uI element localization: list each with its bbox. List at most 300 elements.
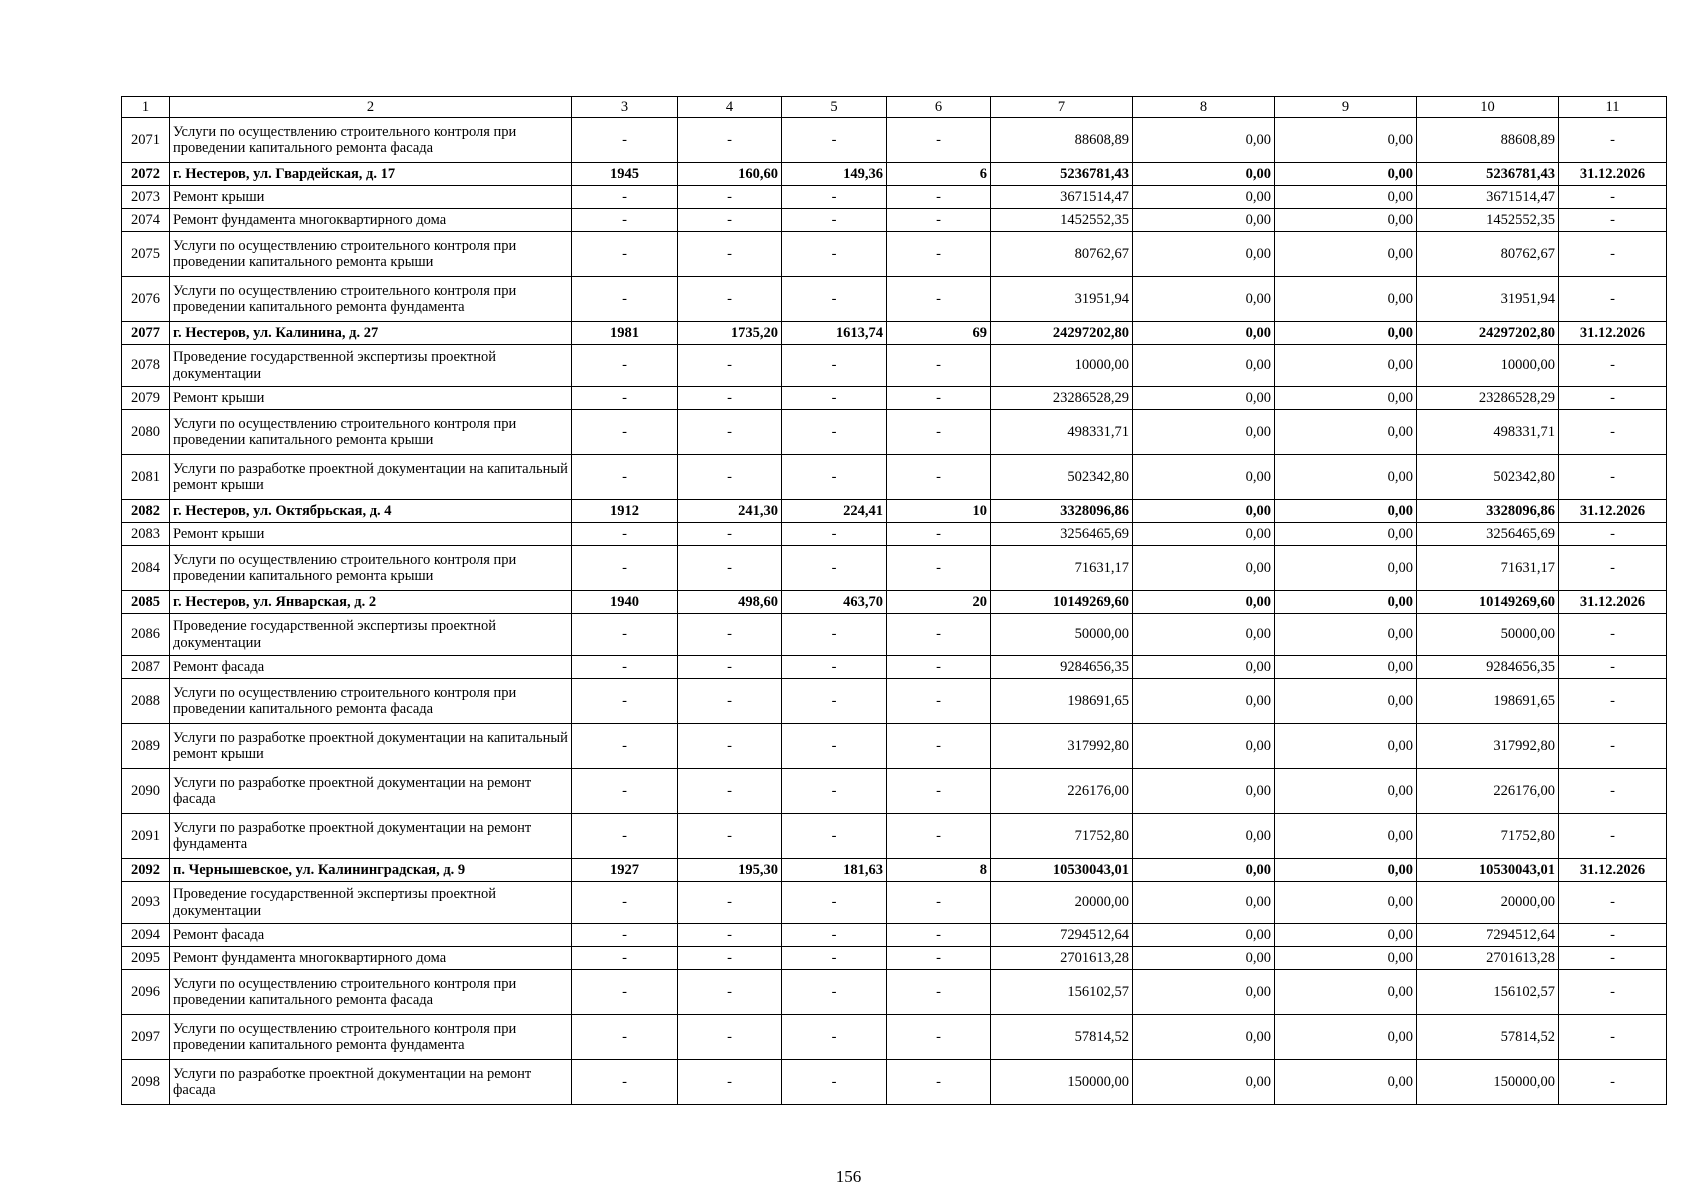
residents-count-cell: 10 (887, 500, 991, 523)
cost-col-9-cell: 0,00 (1275, 523, 1417, 546)
total-area-cell: - (678, 679, 782, 724)
residents-count-cell: 6 (887, 163, 991, 186)
cost-col-8-cell: 0,00 (1133, 232, 1275, 277)
cost-col-10-cell: 23286528,29 (1417, 387, 1559, 410)
cost-col-10-cell: 502342,80 (1417, 455, 1559, 500)
build-year-cell: - (572, 947, 678, 970)
completion-date-cell: - (1559, 724, 1667, 769)
work-description-cell: г. Нестеров, ул. Гвардейская, д. 17 (170, 163, 572, 186)
work-description-cell: Ремонт крыши (170, 523, 572, 546)
row-number-cell: 2094 (122, 924, 170, 947)
cost-col-9-cell: 0,00 (1275, 163, 1417, 186)
work-description-cell: Услуги по разработке проектной документации на капитальный ремонт крыши (170, 455, 572, 500)
completion-date-cell: - (1559, 679, 1667, 724)
row-number-cell: 2079 (122, 387, 170, 410)
build-year-cell: - (572, 186, 678, 209)
row-number-cell: 2072 (122, 163, 170, 186)
total-area-cell: - (678, 410, 782, 455)
completion-date-cell: - (1559, 209, 1667, 232)
residents-count-cell: - (887, 924, 991, 947)
work-description-cell: Услуги по разработке проектной документации на ремонт фасада (170, 769, 572, 814)
total-area-cell: 498,60 (678, 591, 782, 614)
cost-col-8-cell: 0,00 (1133, 859, 1275, 882)
residents-count-cell: - (887, 455, 991, 500)
total-area-cell: - (678, 614, 782, 656)
total-cost-cell: 156102,57 (991, 970, 1133, 1015)
total-cost-cell: 226176,00 (991, 769, 1133, 814)
residents-count-cell: - (887, 614, 991, 656)
table-row (122, 1015, 1667, 1060)
residents-count-cell: - (887, 410, 991, 455)
cost-col-8-cell: 0,00 (1133, 924, 1275, 947)
living-area-cell: - (782, 345, 887, 387)
cost-col-10-cell: 80762,67 (1417, 232, 1559, 277)
living-area-cell: 149,36 (782, 163, 887, 186)
cost-col-10-cell: 150000,00 (1417, 1060, 1559, 1105)
living-area-cell: - (782, 614, 887, 656)
residents-count-cell: - (887, 186, 991, 209)
total-area-cell: - (678, 724, 782, 769)
row-number-cell: 2078 (122, 345, 170, 387)
completion-date-cell: 31.12.2026 (1559, 322, 1667, 345)
address-row (122, 591, 1667, 614)
cost-col-10-cell: 317992,80 (1417, 724, 1559, 769)
total-area-cell: - (678, 209, 782, 232)
row-number-cell: 2073 (122, 186, 170, 209)
living-area-cell: - (782, 209, 887, 232)
living-area-cell: - (782, 769, 887, 814)
total-cost-cell: 2701613,28 (991, 947, 1133, 970)
build-year-cell: 1912 (572, 500, 678, 523)
living-area-cell: - (782, 232, 887, 277)
completion-date-cell: - (1559, 970, 1667, 1015)
total-area-cell: - (678, 118, 782, 163)
living-area-cell: - (782, 455, 887, 500)
total-cost-cell: 10530043,01 (991, 859, 1133, 882)
row-number-cell: 2097 (122, 1015, 170, 1060)
cost-col-10-cell: 3328096,86 (1417, 500, 1559, 523)
total-cost-cell: 88608,89 (991, 118, 1133, 163)
build-year-cell: - (572, 882, 678, 924)
work-description-cell: г. Нестеров, ул. Январская, д. 2 (170, 591, 572, 614)
cost-col-9-cell: 0,00 (1275, 500, 1417, 523)
residents-count-cell: - (887, 345, 991, 387)
work-description-cell: п. Чернышевское, ул. Калининградская, д. 9 (170, 859, 572, 882)
table-body (122, 118, 1667, 1105)
row-number-cell: 2084 (122, 546, 170, 591)
total-cost-cell: 24297202,80 (991, 322, 1133, 345)
living-area-cell: - (782, 656, 887, 679)
total-area-cell: - (678, 656, 782, 679)
work-description-cell: Ремонт фасада (170, 656, 572, 679)
residents-count-cell: - (887, 656, 991, 679)
header-cell: 10 (1417, 97, 1559, 118)
build-year-cell: - (572, 455, 678, 500)
completion-date-cell: 31.12.2026 (1559, 591, 1667, 614)
completion-date-cell: - (1559, 656, 1667, 679)
completion-date-cell: - (1559, 1015, 1667, 1060)
completion-date-cell: - (1559, 546, 1667, 591)
residents-count-cell: - (887, 814, 991, 859)
table-row (122, 209, 1667, 232)
table-row (122, 186, 1667, 209)
completion-date-cell: - (1559, 118, 1667, 163)
build-year-cell: - (572, 546, 678, 591)
living-area-cell: - (782, 1015, 887, 1060)
cost-col-9-cell: 0,00 (1275, 724, 1417, 769)
table-row (122, 769, 1667, 814)
row-number-cell: 2081 (122, 455, 170, 500)
living-area-cell: - (782, 814, 887, 859)
total-area-cell: 241,30 (678, 500, 782, 523)
table-row (122, 656, 1667, 679)
row-number-cell: 2087 (122, 656, 170, 679)
row-number-cell: 2077 (122, 322, 170, 345)
work-description-cell: Услуги по осуществлению строительного контроля при проведении капитального ремонта крыши (170, 232, 572, 277)
cost-col-9-cell: 0,00 (1275, 546, 1417, 591)
completion-date-cell: - (1559, 1060, 1667, 1105)
build-year-cell: - (572, 1060, 678, 1105)
cost-col-10-cell: 10000,00 (1417, 345, 1559, 387)
living-area-cell: - (782, 947, 887, 970)
table-row (122, 118, 1667, 163)
cost-col-8-cell: 0,00 (1133, 546, 1275, 591)
total-cost-cell: 5236781,43 (991, 163, 1133, 186)
cost-col-9-cell: 0,00 (1275, 455, 1417, 500)
living-area-cell: - (782, 387, 887, 410)
cost-col-10-cell: 31951,94 (1417, 277, 1559, 322)
living-area-cell: - (782, 924, 887, 947)
work-description-cell: Ремонт фундамента многоквартирного дома (170, 209, 572, 232)
living-area-cell: - (782, 410, 887, 455)
cost-col-8-cell: 0,00 (1133, 118, 1275, 163)
work-description-cell: Проведение государственной экспертизы проектной документации (170, 614, 572, 656)
cost-col-9-cell: 0,00 (1275, 679, 1417, 724)
table-row (122, 814, 1667, 859)
cost-col-9-cell: 0,00 (1275, 656, 1417, 679)
residents-count-cell: - (887, 724, 991, 769)
build-year-cell: - (572, 277, 678, 322)
column-number-header (122, 97, 1667, 118)
completion-date-cell: - (1559, 814, 1667, 859)
build-year-cell: - (572, 614, 678, 656)
table-row (122, 546, 1667, 591)
completion-date-cell: - (1559, 186, 1667, 209)
cost-col-9-cell: 0,00 (1275, 614, 1417, 656)
work-description-cell: Услуги по осуществлению строительного контроля при проведении капитального ремонта фасада (170, 970, 572, 1015)
living-area-cell: - (782, 970, 887, 1015)
build-year-cell: - (572, 387, 678, 410)
cost-col-10-cell: 498331,71 (1417, 410, 1559, 455)
build-year-cell: - (572, 523, 678, 546)
cost-col-9-cell: 0,00 (1275, 970, 1417, 1015)
living-area-cell: - (782, 186, 887, 209)
row-number-cell: 2096 (122, 970, 170, 1015)
header-cell: 8 (1133, 97, 1275, 118)
cost-col-9-cell: 0,00 (1275, 1015, 1417, 1060)
cost-col-9-cell: 0,00 (1275, 859, 1417, 882)
cost-col-8-cell: 0,00 (1133, 1060, 1275, 1105)
header-cell: 9 (1275, 97, 1417, 118)
address-row (122, 322, 1667, 345)
row-number-cell: 2080 (122, 410, 170, 455)
header-cell: 3 (572, 97, 678, 118)
total-area-cell: - (678, 1060, 782, 1105)
header-cell: 4 (678, 97, 782, 118)
residents-count-cell: - (887, 209, 991, 232)
cost-col-9-cell: 0,00 (1275, 882, 1417, 924)
table-row (122, 345, 1667, 387)
cost-col-9-cell: 0,00 (1275, 1060, 1417, 1105)
table-row (122, 410, 1667, 455)
header-cell: 5 (782, 97, 887, 118)
total-cost-cell: 3328096,86 (991, 500, 1133, 523)
cost-col-10-cell: 24297202,80 (1417, 322, 1559, 345)
total-cost-cell: 23286528,29 (991, 387, 1133, 410)
total-area-cell: - (678, 523, 782, 546)
residents-count-cell: 69 (887, 322, 991, 345)
total-area-cell: 1735,20 (678, 322, 782, 345)
page-number: 156 (835, 1167, 862, 1186)
residents-count-cell: - (887, 1015, 991, 1060)
row-number-cell: 2086 (122, 614, 170, 656)
capital-repair-table (121, 96, 1667, 1105)
table-row (122, 679, 1667, 724)
build-year-cell: - (572, 656, 678, 679)
residents-count-cell: - (887, 679, 991, 724)
table-row (122, 924, 1667, 947)
work-description-cell: Услуги по разработке проектной документации на ремонт фасада (170, 1060, 572, 1105)
table-row (122, 1060, 1667, 1105)
cost-col-8-cell: 0,00 (1133, 656, 1275, 679)
row-number-cell: 2098 (122, 1060, 170, 1105)
build-year-cell: - (572, 232, 678, 277)
work-description-cell: Услуги по осуществлению строительного контроля при проведении капитального ремонта фасада (170, 679, 572, 724)
completion-date-cell: - (1559, 924, 1667, 947)
cost-col-10-cell: 2701613,28 (1417, 947, 1559, 970)
living-area-cell: - (782, 1060, 887, 1105)
completion-date-cell: 31.12.2026 (1559, 859, 1667, 882)
work-description-cell: Услуги по осуществлению строительного контроля при проведении капитального ремонта фундамента (170, 277, 572, 322)
cost-col-8-cell: 0,00 (1133, 387, 1275, 410)
total-area-cell: - (678, 814, 782, 859)
header-cell: 2 (170, 97, 572, 118)
cost-col-8-cell: 0,00 (1133, 724, 1275, 769)
cost-col-9-cell: 0,00 (1275, 947, 1417, 970)
cost-col-9-cell: 0,00 (1275, 232, 1417, 277)
residents-count-cell: - (887, 1060, 991, 1105)
total-area-cell: - (678, 455, 782, 500)
total-cost-cell: 57814,52 (991, 1015, 1133, 1060)
build-year-cell: - (572, 1015, 678, 1060)
work-description-cell: Услуги по разработке проектной документации на капитальный ремонт крыши (170, 724, 572, 769)
cost-col-10-cell: 10149269,60 (1417, 591, 1559, 614)
work-description-cell: Услуги по осуществлению строительного контроля при проведении капитального ремонта крыши (170, 546, 572, 591)
total-cost-cell: 498331,71 (991, 410, 1133, 455)
table-row (122, 882, 1667, 924)
total-area-cell: - (678, 546, 782, 591)
address-row (122, 500, 1667, 523)
cost-col-8-cell: 0,00 (1133, 209, 1275, 232)
row-number-cell: 2088 (122, 679, 170, 724)
cost-col-8-cell: 0,00 (1133, 970, 1275, 1015)
cost-col-9-cell: 0,00 (1275, 322, 1417, 345)
work-description-cell: Ремонт фундамента многоквартирного дома (170, 947, 572, 970)
total-area-cell: 160,60 (678, 163, 782, 186)
completion-date-cell: - (1559, 614, 1667, 656)
cost-col-9-cell: 0,00 (1275, 186, 1417, 209)
address-row (122, 163, 1667, 186)
cost-col-9-cell: 0,00 (1275, 387, 1417, 410)
living-area-cell: 181,63 (782, 859, 887, 882)
total-area-cell: - (678, 924, 782, 947)
cost-col-10-cell: 198691,65 (1417, 679, 1559, 724)
row-number-cell: 2082 (122, 500, 170, 523)
completion-date-cell: - (1559, 947, 1667, 970)
residents-count-cell: - (887, 882, 991, 924)
header-cell: 1 (122, 97, 170, 118)
cost-col-8-cell: 0,00 (1133, 500, 1275, 523)
total-cost-cell: 150000,00 (991, 1060, 1133, 1105)
row-number-cell: 2076 (122, 277, 170, 322)
row-number-cell: 2074 (122, 209, 170, 232)
completion-date-cell: 31.12.2026 (1559, 500, 1667, 523)
row-number-cell: 2083 (122, 523, 170, 546)
cost-col-9-cell: 0,00 (1275, 591, 1417, 614)
cost-col-10-cell: 57814,52 (1417, 1015, 1559, 1060)
cost-col-8-cell: 0,00 (1133, 523, 1275, 546)
header-cell: 7 (991, 97, 1133, 118)
living-area-cell: - (782, 724, 887, 769)
row-number-cell: 2071 (122, 118, 170, 163)
table-row (122, 947, 1667, 970)
total-area-cell: - (678, 769, 782, 814)
residents-count-cell: - (887, 277, 991, 322)
cost-col-8-cell: 0,00 (1133, 322, 1275, 345)
cost-col-8-cell: 0,00 (1133, 186, 1275, 209)
row-number-cell: 2090 (122, 769, 170, 814)
cost-col-8-cell: 0,00 (1133, 947, 1275, 970)
total-area-cell: - (678, 345, 782, 387)
total-cost-cell: 317992,80 (991, 724, 1133, 769)
total-area-cell: - (678, 970, 782, 1015)
build-year-cell: - (572, 345, 678, 387)
completion-date-cell: - (1559, 882, 1667, 924)
living-area-cell: - (782, 523, 887, 546)
residents-count-cell: - (887, 769, 991, 814)
total-cost-cell: 20000,00 (991, 882, 1133, 924)
row-number-cell: 2075 (122, 232, 170, 277)
table-row (122, 614, 1667, 656)
cost-col-9-cell: 0,00 (1275, 814, 1417, 859)
table-row (122, 455, 1667, 500)
residents-count-cell: - (887, 232, 991, 277)
header-cell: 11 (1559, 97, 1667, 118)
table-row (122, 277, 1667, 322)
residents-count-cell: - (887, 947, 991, 970)
total-cost-cell: 1452552,35 (991, 209, 1133, 232)
living-area-cell: 224,41 (782, 500, 887, 523)
total-area-cell: - (678, 882, 782, 924)
build-year-cell: - (572, 118, 678, 163)
total-cost-cell: 3256465,69 (991, 523, 1133, 546)
cost-col-8-cell: 0,00 (1133, 410, 1275, 455)
work-description-cell: г. Нестеров, ул. Калинина, д. 27 (170, 322, 572, 345)
total-cost-cell: 50000,00 (991, 614, 1133, 656)
cost-col-8-cell: 0,00 (1133, 882, 1275, 924)
total-area-cell: - (678, 1015, 782, 1060)
completion-date-cell: - (1559, 769, 1667, 814)
build-year-cell: - (572, 924, 678, 947)
cost-col-8-cell: 0,00 (1133, 345, 1275, 387)
cost-col-10-cell: 71631,17 (1417, 546, 1559, 591)
cost-col-9-cell: 0,00 (1275, 277, 1417, 322)
cost-col-8-cell: 0,00 (1133, 591, 1275, 614)
work-description-cell: Услуги по осуществлению строительного контроля при проведении капитального ремонта фундамента (170, 1015, 572, 1060)
total-area-cell: - (678, 947, 782, 970)
cost-col-8-cell: 0,00 (1133, 277, 1275, 322)
header-cell: 6 (887, 97, 991, 118)
cost-col-9-cell: 0,00 (1275, 118, 1417, 163)
build-year-cell: - (572, 769, 678, 814)
work-description-cell: Проведение государственной экспертизы проектной документации (170, 345, 572, 387)
total-cost-cell: 3671514,47 (991, 186, 1133, 209)
cost-col-10-cell: 3256465,69 (1417, 523, 1559, 546)
row-number-cell: 2092 (122, 859, 170, 882)
cost-col-10-cell: 7294512,64 (1417, 924, 1559, 947)
total-area-cell: - (678, 387, 782, 410)
work-description-cell: г. Нестеров, ул. Октябрьская, д. 4 (170, 500, 572, 523)
total-cost-cell: 10149269,60 (991, 591, 1133, 614)
cost-col-8-cell: 0,00 (1133, 1015, 1275, 1060)
work-description-cell: Проведение государственной экспертизы проектной документации (170, 882, 572, 924)
completion-date-cell: - (1559, 523, 1667, 546)
table-row (122, 232, 1667, 277)
completion-date-cell: - (1559, 410, 1667, 455)
address-row (122, 859, 1667, 882)
cost-col-10-cell: 88608,89 (1417, 118, 1559, 163)
table-row (122, 523, 1667, 546)
cost-col-10-cell: 71752,80 (1417, 814, 1559, 859)
cost-col-10-cell: 3671514,47 (1417, 186, 1559, 209)
cost-col-10-cell: 50000,00 (1417, 614, 1559, 656)
cost-col-9-cell: 0,00 (1275, 345, 1417, 387)
build-year-cell: 1981 (572, 322, 678, 345)
completion-date-cell: - (1559, 277, 1667, 322)
completion-date-cell: - (1559, 232, 1667, 277)
living-area-cell: - (782, 277, 887, 322)
row-number-cell: 2093 (122, 882, 170, 924)
residents-count-cell: - (887, 546, 991, 591)
build-year-cell: 1940 (572, 591, 678, 614)
row-number-cell: 2095 (122, 947, 170, 970)
build-year-cell: - (572, 410, 678, 455)
total-area-cell: - (678, 277, 782, 322)
cost-col-8-cell: 0,00 (1133, 163, 1275, 186)
work-description-cell: Ремонт крыши (170, 186, 572, 209)
residents-count-cell: - (887, 523, 991, 546)
table-row (122, 970, 1667, 1015)
total-area-cell: 195,30 (678, 859, 782, 882)
cost-col-10-cell: 156102,57 (1417, 970, 1559, 1015)
cost-col-8-cell: 0,00 (1133, 769, 1275, 814)
total-cost-cell: 9284656,35 (991, 656, 1133, 679)
build-year-cell: - (572, 209, 678, 232)
table-row (122, 387, 1667, 410)
total-cost-cell: 80762,67 (991, 232, 1133, 277)
work-description-cell: Услуги по разработке проектной документации на ремонт фундамента (170, 814, 572, 859)
build-year-cell: - (572, 970, 678, 1015)
